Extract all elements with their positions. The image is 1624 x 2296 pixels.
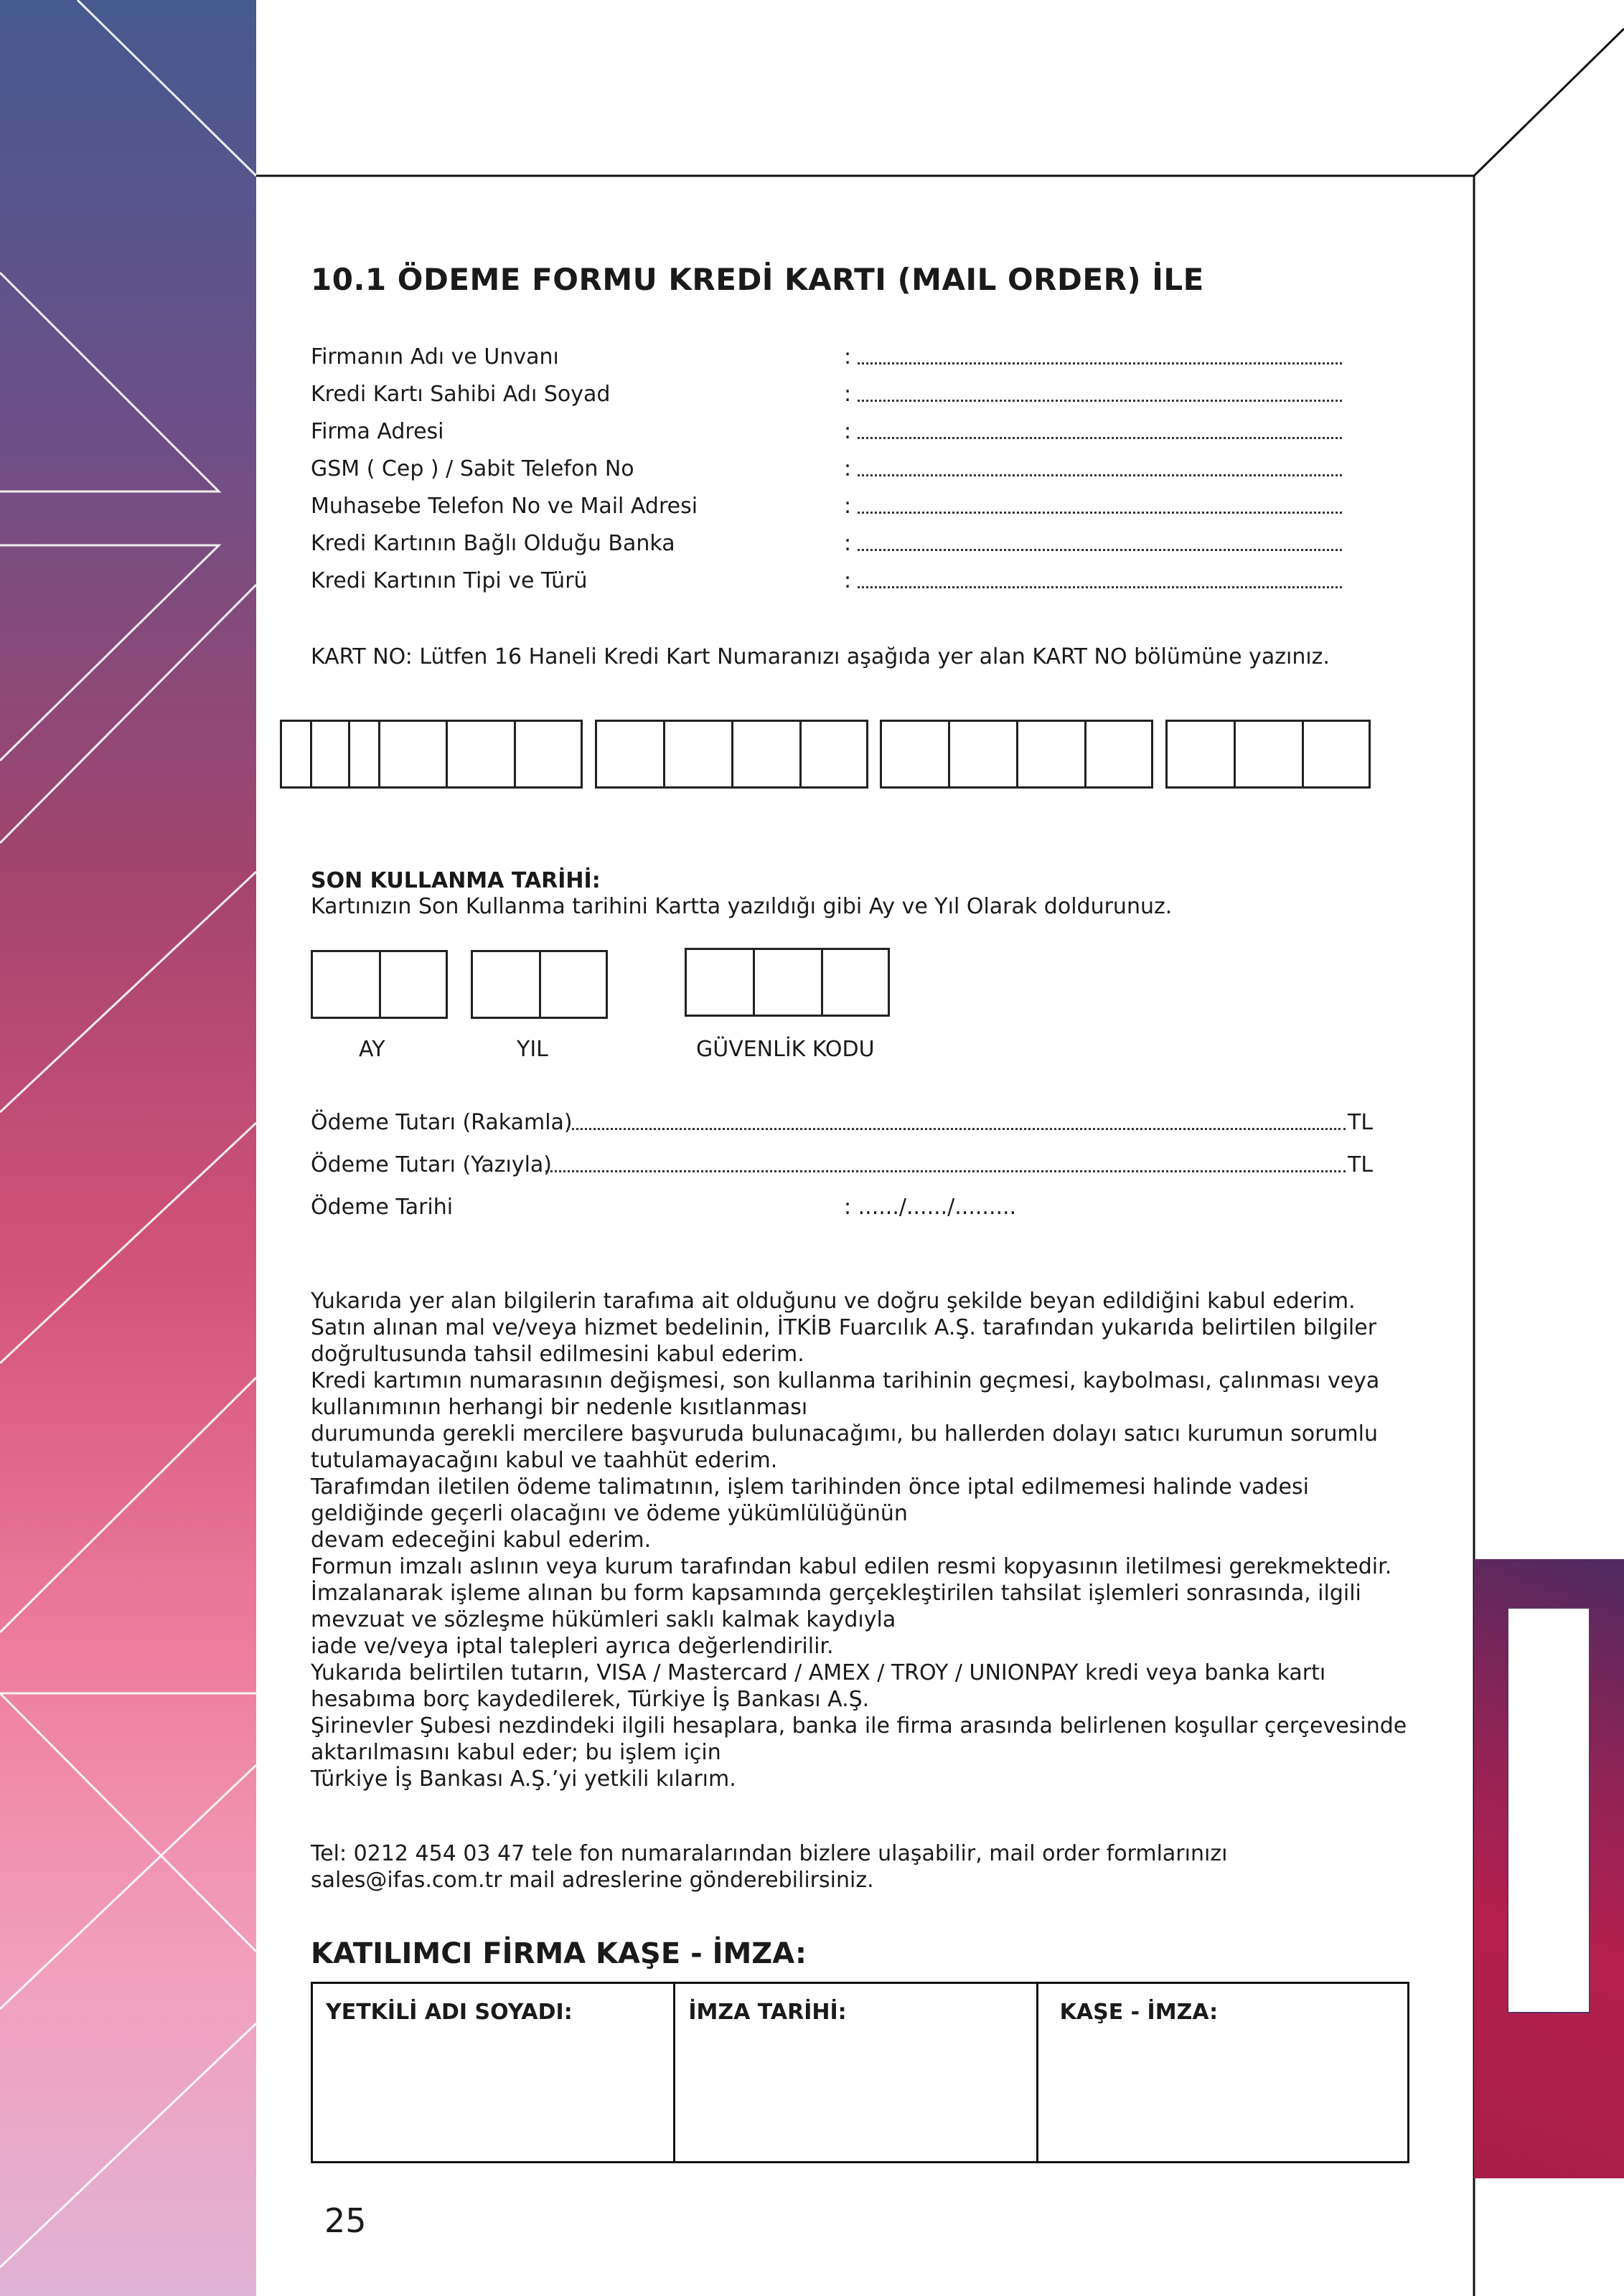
field-input-company-name[interactable] bbox=[858, 362, 1342, 364]
right-accent-inner-panel bbox=[1507, 1607, 1590, 2013]
field-colon: : bbox=[844, 568, 852, 593]
field-input-company-address[interactable] bbox=[858, 437, 1342, 439]
security-code-label: GÜVENLİK KODU bbox=[696, 1037, 875, 1062]
contact-line: Tel: 0212 454 03 47 tele fon numaralarından bizlere ulaşabilir, mail order formlarınızı bbox=[311, 1841, 1228, 1866]
expiry-instruction: Kartınızın Son Kullanma tarihini Kartta yazıldığı gibi Ay ve Yıl Olarak doldurunuz. bbox=[311, 894, 1173, 919]
signature-heading: KATILIMCI FİRMA KAŞE - İMZA: bbox=[311, 1937, 807, 1970]
signature-table bbox=[311, 1982, 1409, 2163]
payment-date-label: Ödeme Tarihi bbox=[311, 1195, 454, 1220]
contact-line: sales@ifas.com.tr mail adreslerine gönderebilirsiniz. bbox=[311, 1868, 874, 1893]
field-input-card-type[interactable] bbox=[858, 586, 1342, 588]
amount-text-input[interactable] bbox=[545, 1170, 1346, 1172]
declaration-line: durumunda gerekli mercilere başvuruda bulunacağımı, bu hallerden dolayı satıcı kurumun sorumlu bbox=[311, 1421, 1378, 1446]
currency-label: TL bbox=[1348, 1152, 1374, 1177]
field-colon: : bbox=[844, 531, 852, 556]
month-label: AY bbox=[359, 1037, 385, 1062]
authorized-name-cell[interactable] bbox=[313, 1984, 675, 2161]
declaration-line: İmzalanarak işleme alınan bu form kapsamında gerçekleştirilen tahsilat işlemleri sonrasında, ilgili bbox=[311, 1581, 1361, 1606]
expiry-heading: SON KULLANMA TARİHİ: bbox=[311, 868, 601, 893]
declaration-line: kullanımının herhangi bir nedenle kısıtlanması bbox=[311, 1395, 808, 1420]
declaration-line: Kredi kartımın numarasının değişmesi, son kullanma tarihinin geçmesi, kaybolması, çalınması veya bbox=[311, 1368, 1380, 1393]
page-title: 10.1 ÖDEME FORMU KREDİ KARTI (MAIL ORDER) İLE bbox=[311, 262, 1204, 297]
card-number-instruction: KART NO: Lütfen 16 Haneli Kredi Kart Numaranızı aşağıda yer alan KART NO bölümüne yazınız. bbox=[311, 644, 1330, 669]
declaration-line: devam edeceğini kabul ederim. bbox=[311, 1528, 652, 1553]
card-number-group-2[interactable] bbox=[595, 720, 868, 789]
right-accent-block bbox=[1474, 1559, 1624, 2178]
field-label-phone: GSM ( Cep ) / Sabit Telefon No bbox=[311, 456, 634, 481]
field-label-accounting-contact: Muhasebe Telefon No ve Mail Adresi bbox=[311, 494, 698, 519]
declaration-line: Formun imzalı aslının veya kurum tarafından kabul edilen resmi kopyasının iletilmesi gerekmektedir. bbox=[311, 1554, 1392, 1579]
stamp-signature-cell[interactable] bbox=[1038, 1984, 1407, 2161]
page-number: 25 bbox=[324, 2201, 367, 2240]
currency-label: TL bbox=[1348, 1110, 1374, 1135]
declaration-line: Türkiye İş Bankası A.Ş.’yi yetkili kılarım. bbox=[311, 1766, 736, 1792]
declaration-line: hesabıma borç kaydedilerek, Türkiye İş Bankası A.Ş. bbox=[311, 1687, 870, 1712]
amount-text-label: Ödeme Tutarı (Yazıyla) bbox=[311, 1152, 553, 1177]
declaration-line: Yukarıda belirtilen tutarın, VISA / Mastercard / AMEX / TROY / UNIONPAY kredi veya banka kartı bbox=[311, 1660, 1326, 1685]
field-input-bank[interactable] bbox=[858, 549, 1342, 551]
declaration-line: Şirinevler Şubesi nezdindeki ilgili hesaplara, banka ile firma arasında belirlenen koşullar çerçevesinde bbox=[311, 1713, 1407, 1739]
declaration-line: mevzuat ve sözleşme hükümleri saklı kalmak kaydıyla bbox=[311, 1607, 896, 1632]
declaration-line: Satın alınan mal ve/veya hizmet bedelinin, İTKİB Fuarcılık A.Ş. tarafından yukarıda belirtilen bilgiler bbox=[311, 1315, 1377, 1340]
security-code-box[interactable] bbox=[685, 948, 890, 1017]
field-label-company-address: Firma Adresi bbox=[311, 419, 444, 444]
signature-date-label: İMZA TARİHİ: bbox=[688, 2000, 847, 2025]
field-colon: : bbox=[844, 494, 852, 519]
field-label-bank: Kredi Kartının Bağlı Olduğu Banka bbox=[311, 531, 675, 556]
authorized-name-label: YETKİLİ ADI SOYADI: bbox=[326, 2000, 573, 2025]
field-input-cardholder-name[interactable] bbox=[858, 400, 1342, 402]
payment-date-input[interactable]: : ....../....../......... bbox=[844, 1195, 1017, 1220]
card-number-group-3[interactable] bbox=[880, 720, 1153, 789]
declaration-line: Yukarıda yer alan bilgilerin tarafıma ait olduğunu ve doğru şekilde beyan edildiğini kabul ederim. bbox=[311, 1289, 1356, 1314]
field-label-cardholder-name: Kredi Kartı Sahibi Adı Soyad bbox=[311, 382, 611, 407]
signature-date-cell[interactable] bbox=[675, 1984, 1038, 2161]
card-number-group-4[interactable] bbox=[1165, 720, 1371, 789]
field-colon: : bbox=[844, 419, 852, 444]
declaration-line: iade ve/veya iptal talepleri ayrıca değerlendirilir. bbox=[311, 1634, 834, 1659]
declaration-line: geldiğinde geçerli olacağını ve ödeme yükümlülüğünün bbox=[311, 1501, 908, 1526]
field-colon: : bbox=[844, 344, 852, 370]
field-colon: : bbox=[844, 382, 852, 407]
stamp-signature-label: KAŞE - İMZA: bbox=[1059, 2000, 1219, 2025]
field-input-accounting-contact[interactable] bbox=[858, 512, 1342, 514]
declaration-line: doğrultusunda tahsil edilmesini kabul ederim. bbox=[311, 1342, 804, 1367]
card-number-group-1[interactable] bbox=[280, 720, 583, 789]
declaration-line: Tarafımdan iletilen ödeme talimatının, işlem tarihinden önce iptal edilmemesi halinde vadesi bbox=[311, 1474, 1309, 1500]
contact-info bbox=[311, 1840, 1227, 1893]
year-label: YIL bbox=[517, 1037, 548, 1062]
declaration-line: tutulamayacağını kabul ve taahhüt ederim. bbox=[311, 1448, 778, 1473]
expiry-year-box[interactable] bbox=[471, 950, 608, 1019]
declaration-paragraph bbox=[311, 1288, 1430, 1792]
expiry-month-box[interactable] bbox=[311, 950, 448, 1019]
field-label-company-name: Firmanın Adı ve Unvanı bbox=[311, 344, 559, 370]
field-input-phone[interactable] bbox=[858, 474, 1342, 476]
field-label-card-type: Kredi Kartının Tipi ve Türü bbox=[311, 568, 588, 593]
field-colon: : bbox=[844, 456, 852, 481]
amount-numeric-label: Ödeme Tutarı (Rakamla) bbox=[311, 1110, 573, 1135]
amount-numeric-input[interactable] bbox=[567, 1128, 1346, 1130]
declaration-line: aktarılmasını kabul eder; bu işlem için bbox=[311, 1740, 721, 1765]
